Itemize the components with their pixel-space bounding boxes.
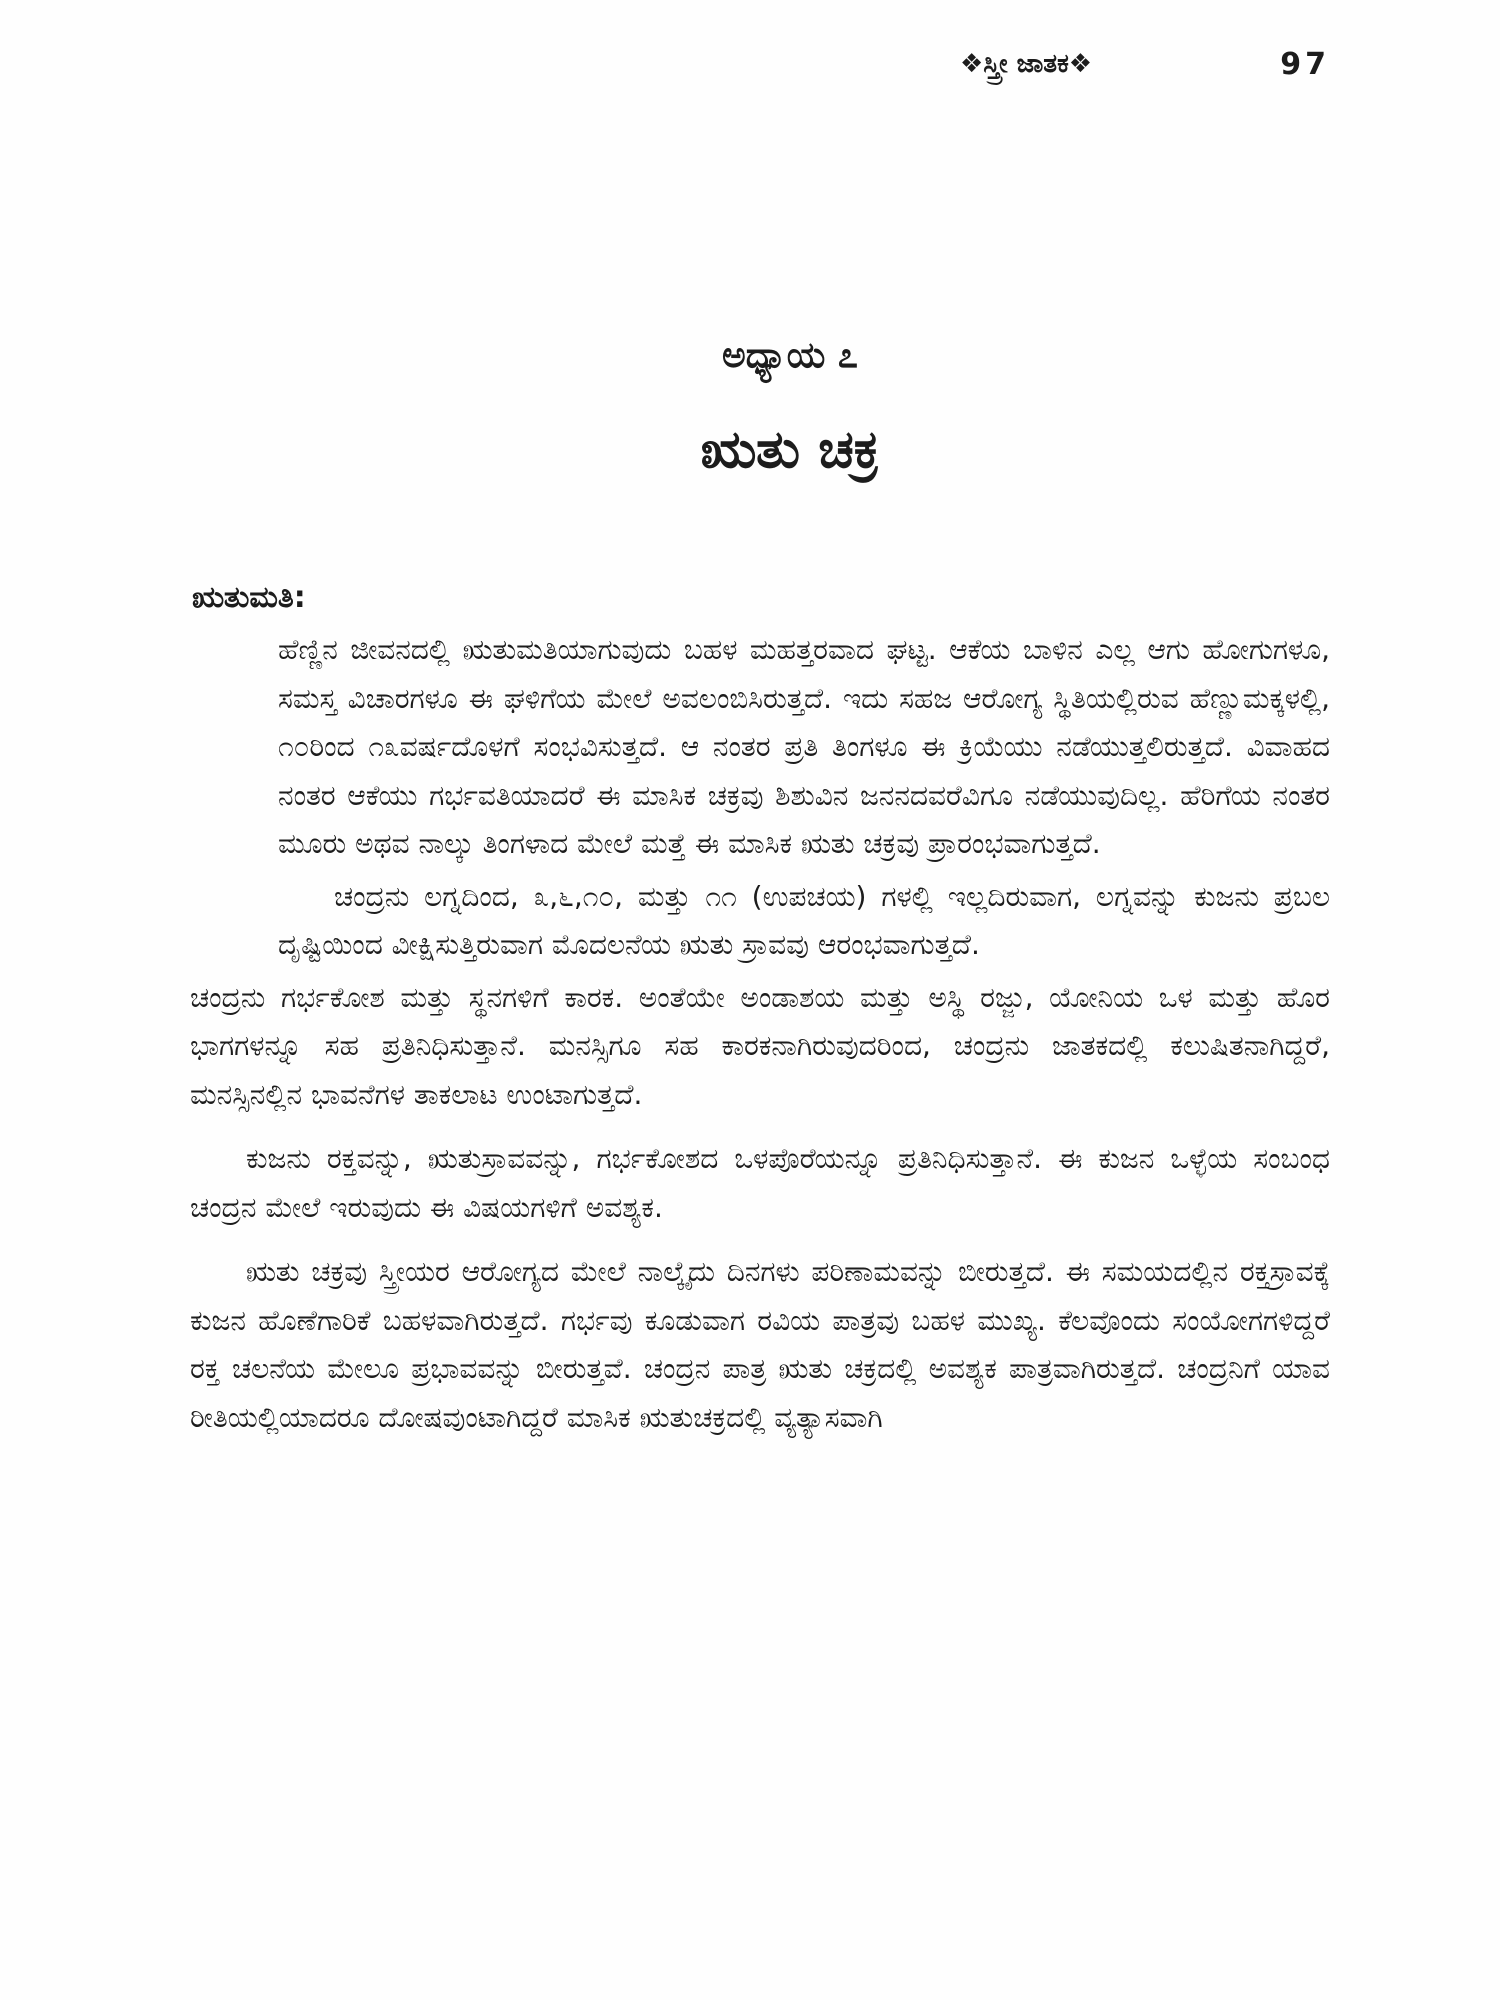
- page-number: 97: [1280, 46, 1330, 82]
- paragraph: ಕುಜನು ರಕ್ತವನ್ನು, ಋತುಸ್ರಾವವನ್ನು, ಗರ್ಭಕೋಶದ ಒಳಪೊರೆಯನ್ನೂ ಪ್ರತಿನಿಧಿಸುತ್ತಾನೆ. ಈ ಕುಜನ ಒಳ್ಳೆಯ ಸಂಬಂಧ ಚಂದ್ರನ ಮೇಲೆ ಇರುವುದು ಈ ವಿಷಯಗಳಿಗೆ ಅವಶ್ಯಕ.: [190, 1142, 1330, 1224]
- paragraph: ಹೆಣ್ಣಿನ ಜೀವನದಲ್ಲಿ ಋತುಮತಿಯಾಗುವುದು ಬಹಳ ಮಹತ್ತರವಾದ ಘಟ್ಟ. ಆಕೆಯ ಬಾಳಿನ ಎಲ್ಲ ಆಗು ಹೋಗುಗಳೂ, ಸಮಸ್ತ ವಿಚಾರಗಳೂ ಈ ಘಳಿಗೆಯ ಮೇಲೆ ಅವಲಂಬಿಸಿರುತ್ತದೆ. ಇದು ಸಹಜ ಆರೋಗ್ಯ ಸ್ಥಿತಿಯಲ್ಲಿರುವ ಹೆಣ್ಣುಮಕ್ಕಳಲ್ಲಿ, ೧೦ರಿಂದ ೧೩ವರ್ಷದೊಳಗೆ ಸಂಭವಿಸುತ್ತದೆ. ಆ ನಂತರ ಪ್ರತಿ ತಿಂಗಳೂ ಈ ಕ್ರಿಯೆಯು ನಡೆಯುತ್ತಲಿರುತ್ತದೆ. ವಿವಾಹದ ನಂತರ ಆಕೆಯು ಗರ್ಭವತಿಯಾದರೆ ಈ ಮಾಸಿಕ ಚಕ್ರವು ಶಿಶುವಿನ ಜನನದವರೆವಿಗೂ ನಡೆಯುವುದಿಲ್ಲ. ಹೆರಿಗೆಯ ನಂತರ ಮೂರು ಅಥವ ನಾಲ್ಕು ತಿಂಗಳಾದ ಮೇಲೆ ಮತ್ತೆ ಈ ಮಾಸಿಕ ಋತು ಚಕ್ರವು ಪ್ರಾರಂಭವಾಗುತ್ತದೆ.: [278, 633, 1330, 860]
- chapter-title: ಋತು ಚಕ್ರ: [700, 420, 880, 480]
- running-title: ❖ಸ್ತ್ರೀ ಜಾತಕ❖: [960, 48, 1093, 79]
- section-heading: ಋತುಮತಿ:: [192, 580, 306, 615]
- body-text: [190, 626, 1330, 1446]
- paragraph: ಋತು ಚಕ್ರವು ಸ್ತ್ರೀಯರ ಆರೋಗ್ಯದ ಮೇಲೆ ನಾಲ್ಕೈದು ದಿನಗಳು ಪರಿಣಾಮವನ್ನು ಬೀರುತ್ತದೆ. ಈ ಸಮಯದಲ್ಲಿನ ರಕ್ತಸ್ರಾವಕ್ಕೆ ಕುಜನ ಹೊಣೆಗಾರಿಕೆ ಬಹಳವಾಗಿರುತ್ತದೆ. ಗರ್ಭವು ಕೂಡುವಾಗ ರವಿಯ ಪಾತ್ರವು ಬಹಳ ಮುಖ್ಯ. ಕೆಲವೊಂದು ಸಂಯೋಗಗಳಿದ್ದರೆ ರಕ್ತ ಚಲನೆಯ ಮೇಲೂ ಪ್ರಭಾವವನ್ನು ಬೀರುತ್ತವೆ. ಚಂದ್ರನ ಪಾತ್ರ ಋತು ಚಕ್ರದಲ್ಲಿ ಅವಶ್ಯಕ ಪಾತ್ರವಾಗಿರುತ್ತದೆ. ಚಂದ್ರನಿಗೆ ಯಾವ ರೀತಿಯಲ್ಲಿಯಾದರೂ ದೋಷವುಂಟಾಗಿದ್ದರೆ ಮಾಸಿಕ ಋತುಚಕ್ರದಲ್ಲಿ ವ್ಯತ್ಯಾಸವಾಗಿ: [190, 1255, 1330, 1434]
- paragraph: ಚಂದ್ರನು ಗರ್ಭಕೋಶ ಮತ್ತು ಸ್ಥನಗಳಿಗೆ ಕಾರಕ. ಅಂತೆಯೇ ಅಂಡಾಶಯ ಮತ್ತು ಅಸ್ಥಿ ರಜ್ಜು, ಯೋನಿಯ ಒಳ ಮತ್ತು ಹೊರ ಭಾಗಗಳನ್ನೂ ಸಹ ಪ್ರತಿನಿಧಿಸುತ್ತಾನೆ. ಮನಸ್ಸಿಗೂ ಸಹ ಕಾರಕನಾಗಿರುವುದರಿಂದ, ಚಂದ್ರನು ಜಾತಕದಲ್ಲಿ ಕಲುಷಿತನಾಗಿದ್ದರೆ, ಮನಸ್ಸಿನಲ್ಲಿನ ಭಾವನೆಗಳ ತಾಕಲಾಟ ಉಂಟಾಗುತ್ತದೆ.: [190, 980, 1330, 1111]
- running-header: [960, 44, 1330, 84]
- paragraph: ಚಂದ್ರನು ಲಗ್ನದಿಂದ, ೩,೬,೧೦, ಮತ್ತು ೧೧ (ಉಪಚಯ) ಗಳಲ್ಲಿ ಇಲ್ಲದಿರುವಾಗ, ಲಗ್ನವನ್ನು ಕುಜನು ಪ್ರಬಲ ದೃಷ್ಟಿಯಿಂದ ವೀಕ್ಷಿಸುತ್ತಿರುವಾಗ ಮೊದಲನೆಯ ಋತು ಸ್ರಾವವು ಆರಂಭವಾಗುತ್ತದೆ.: [278, 879, 1330, 961]
- chapter-number: ಅಧ್ಯಾಯ ೭: [722, 335, 858, 376]
- indented-block: [190, 626, 1330, 970]
